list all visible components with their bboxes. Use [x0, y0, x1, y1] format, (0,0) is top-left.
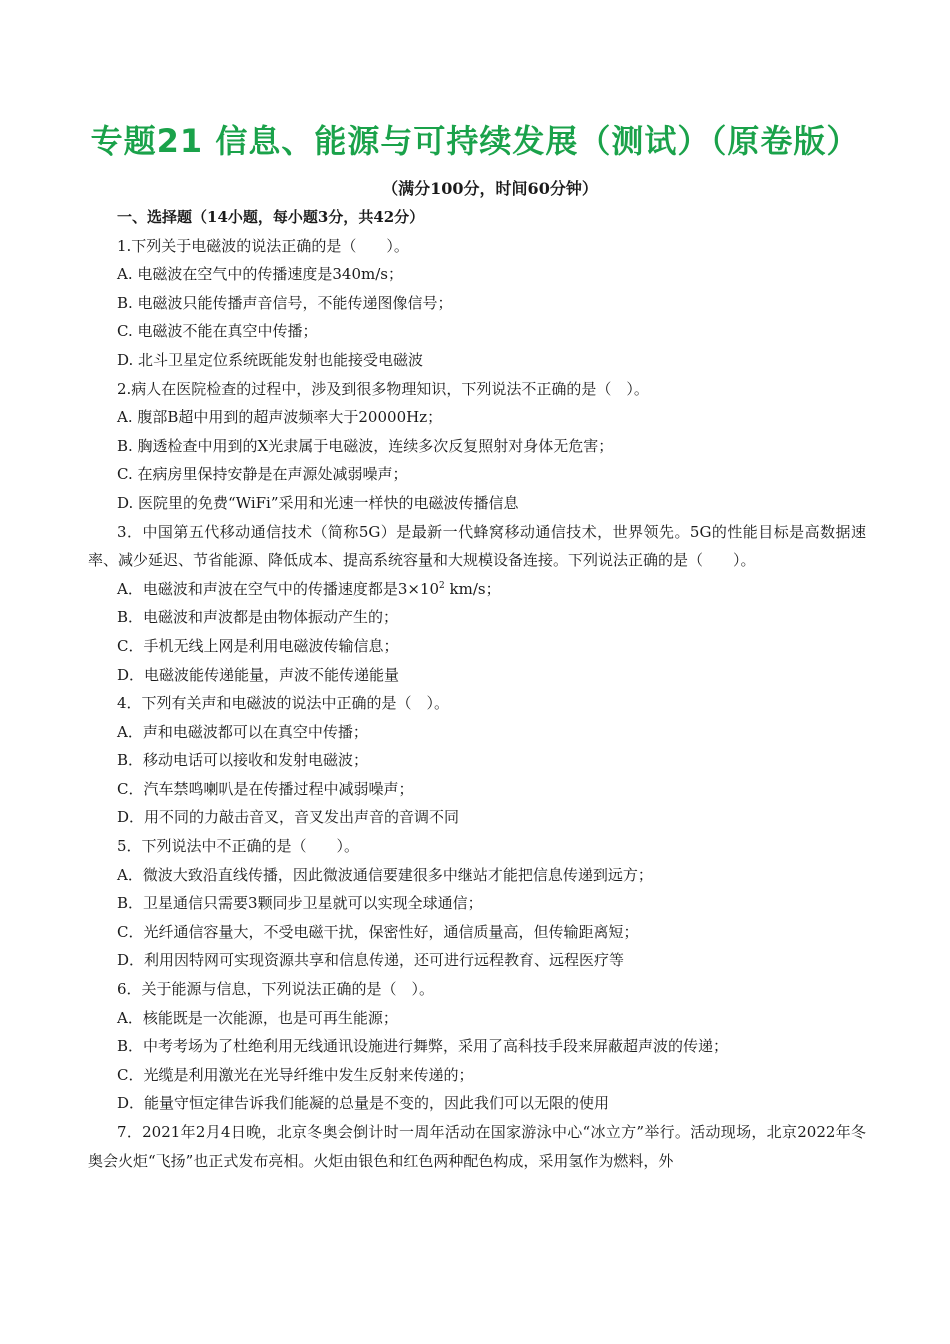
- question-1-option-d: D. 北斗卫星定位系统既能发射也能接受电磁波: [117, 350, 424, 369]
- question-6-option-d: D．能量守恒定律告诉我们能凝的总量是不变的，因此我们可以无限的使用: [117, 1094, 610, 1113]
- question-1-stem: 1.下列关于电磁波的说法正确的是（ ）。: [117, 236, 409, 255]
- question-3-option-a-text: A．电磁波和声波在空气中的传播速度都是3×10: [117, 579, 440, 598]
- question-3-option-b: B．电磁波和声波都是由物体振动产生的；: [117, 608, 399, 627]
- question-2-stem: 2.病人在医院检查的过程中，涉及到很多物理知识，下列说法不正确的是（ ）。: [117, 379, 649, 398]
- question-2-option-b: B. 胸透检查中用到的X光隶属于电磁波，连续多次反复照射对身体无危害；: [117, 436, 614, 455]
- question-2-option-d: D. 医院里的免费“WiFi”采用和光速一样快的电磁波传播信息: [117, 493, 519, 512]
- question-content: [88, 203, 866, 1175]
- question-3-option-d: D．电磁波能传递能量，声波不能传递能量: [117, 665, 400, 684]
- question-1-option-c: C. 电磁波不能在真空中传播；: [117, 322, 318, 341]
- question-5-option-c: C．光纤通信容量大，不受电磁干扰，保密性好，通信质量高，但传输距离短；: [117, 922, 639, 941]
- section-heading: 一、选择题（14小题，每小题3分，共42分）: [117, 208, 425, 226]
- question-5-option-a: A．微波大致沿直线传播，因此微波通信要建很多中继站才能把信息传递到远方；: [117, 865, 653, 884]
- question-5-option-b: B．卫星通信只需要3颗同步卫星就可以实现全球通信；: [117, 894, 483, 913]
- page-title: 专题21 信息、能源与可持续发展（测试）（原卷版）: [90, 122, 860, 160]
- question-1-option-b: B. 电磁波只能传播声音信号，不能传递图像信号；: [117, 293, 453, 312]
- question-3-stem: 3．中国第五代移动通信技术（简称5G）是最新一代蜂窝移动通信技术，世界领先。5G的性能目标是高数据速率、减少延迟、节省能源、降低成本、提高系统容量和大规模设备连接。下列说法正确的是（ ）。: [88, 522, 866, 570]
- question-4-stem: 4．下列有关声和电磁波的说法中正确的是（ ）。: [117, 694, 450, 713]
- question-1-option-a: A. 电磁波在空气中的传播速度是340m/s；: [117, 265, 403, 284]
- question-7-stem: 7．2021年2月4日晚，北京冬奥会倒计时一周年活动在国家游泳中心“冰立方”举行。活动现场，北京2022年冬奥会火炬“飞扬”也正式发布亮相。火炬由银色和红色两种配色构成，采用氢作为燃料，外: [88, 1123, 866, 1170]
- question-5-stem: 5．下列说法中不正确的是（ ）。: [117, 837, 360, 856]
- question-6-option-a: A．核能既是一次能源，也是可再生能源；: [117, 1008, 398, 1027]
- question-6-stem: 6．关于能源与信息，下列说法正确的是（ ）。: [117, 980, 435, 999]
- question-4-option-b: B．移动电话可以接收和发射电磁波；: [117, 751, 369, 770]
- question-3-option-a-exponent: 2: [439, 580, 445, 591]
- question-6-option-b: B．中考考场为了杜绝利用无线通讯设施进行舞弊，采用了高科技手段来屏蔽超声波的传递；: [117, 1037, 729, 1056]
- question-4-option-a: A．声和电磁波都可以在真空中传播；: [117, 722, 368, 741]
- question-2-option-a: A. 腹部B超中用到的超声波频率大于20000Hz；: [117, 408, 443, 427]
- question-5-option-d: D．利用因特网可实现资源共享和信息传递，还可进行远程教育、远程医疗等: [117, 951, 625, 970]
- question-4-option-c: C．汽车禁鸣喇叭是在传播过程中减弱噪声；: [117, 779, 414, 798]
- page-subtitle: （满分100分，时间60分钟）: [382, 179, 598, 198]
- question-3-option-a: [88, 575, 866, 604]
- question-4-option-d: D．用不同的力敲击音叉，音叉发出声音的音调不同: [117, 808, 460, 827]
- question-3-option-a-unit: km/s；: [444, 579, 501, 598]
- question-2-option-c: C. 在病房里保持安静是在声源处减弱噪声；: [117, 465, 408, 484]
- question-3-option-c: C．手机无线上网是利用电磁波传输信息；: [117, 636, 399, 655]
- question-6-option-c: C．光缆是利用激光在光导纤维中发生反射来传递的；: [117, 1065, 474, 1084]
